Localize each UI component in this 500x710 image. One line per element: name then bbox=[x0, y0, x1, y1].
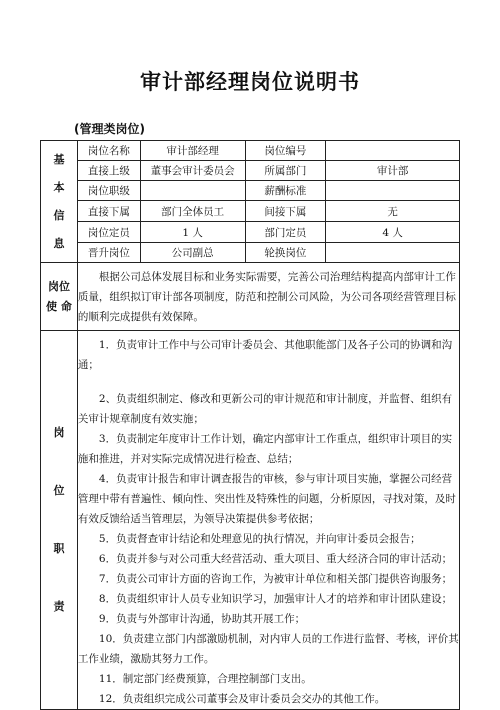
duty-item: 3．负责制定年度审计工作计划，确定内部审计工作重点，组织审计项目的实施和推进，并对实际完成情况进行检查、总结； bbox=[77, 433, 453, 465]
field-label: 直接下属 bbox=[77, 201, 140, 222]
basic-info-row bbox=[41, 201, 460, 222]
position-category: (管理类岗位) bbox=[74, 122, 145, 136]
mission-row bbox=[41, 263, 460, 331]
field-value bbox=[326, 181, 460, 201]
duty-item: 8．负责组织审计人员专业知识学习，加强审计人才的培养和审计团队建设； bbox=[98, 593, 453, 605]
field-label: 岗位名称 bbox=[77, 141, 140, 161]
field-label: 间接下属 bbox=[245, 201, 326, 222]
document-title: 审计部经理岗位说明书 bbox=[140, 70, 360, 94]
field-label: 所属部门 bbox=[245, 161, 326, 181]
basic-info-section-label: 基 本 信 息 bbox=[41, 141, 78, 263]
field-label: 岗位编号 bbox=[245, 141, 326, 161]
duty-item: 6．负责并参与对公司重大经营活动、重大项目、重大经济合同的审计活动； bbox=[98, 553, 453, 565]
field-value: 审计部经理 bbox=[140, 141, 245, 161]
field-label: 晋升岗位 bbox=[77, 243, 140, 263]
field-value bbox=[326, 141, 460, 161]
duty-item: 7．负责公司审计方面的咨询工作，为被审计单位和相关部门提供咨询服务； bbox=[98, 573, 453, 585]
field-label: 薪酬标准 bbox=[245, 181, 326, 201]
duty-item: 11．制定部门经费预算，合理控制部门支出。 bbox=[98, 673, 312, 685]
field-label: 直接上级 bbox=[77, 161, 140, 181]
duties-section-label: 岗 位 职 责 bbox=[41, 331, 78, 710]
job-description-table bbox=[40, 140, 460, 710]
field-value: 4 人 bbox=[326, 222, 460, 243]
field-value bbox=[326, 243, 460, 263]
basic-info-row bbox=[41, 141, 460, 161]
duty-item: 2、负责组织制定、修改和更新公司的审计规范和审计制度，并监督、组织有关审计规章制度有效实施； bbox=[77, 393, 453, 425]
duties-list bbox=[77, 331, 459, 710]
field-value: 公司副总 bbox=[140, 243, 245, 263]
field-label: 轮换岗位 bbox=[245, 243, 326, 263]
duties-row bbox=[41, 331, 460, 710]
duty-item: 4．负责审计报告和审计调查报告的审核，参与审计项目实施，掌握公司经营管理中带有普遍性、倾向性、突出性及特殊性的问题，分析原因，寻找对策，及时有效反馈给适当管理层，为领导决策提供参考依据； bbox=[77, 473, 456, 525]
field-value: 无 bbox=[326, 201, 460, 222]
mission-text: 根据公司总体发展目标和业务实际需要，完善公司治理结构提高内部审计工作质量，组织拟订审计部各项制度，防范和控制公司风险，为公司各项经营管理目标的顺利完成提供有效保障。 bbox=[77, 263, 459, 331]
field-label: 岗位定员 bbox=[77, 222, 140, 243]
mission-section-label: 岗位 使 命 bbox=[41, 263, 78, 331]
duty-item: 9．负责与外部审计沟通，协助其开展工作； bbox=[98, 613, 306, 625]
basic-info-row bbox=[41, 222, 460, 243]
duty-item: 10．负责建立部门内部激励机制，对内审人员的工作进行监督、考核，评价其工作业绩，激励其努力工作。 bbox=[77, 633, 459, 665]
basic-info-row bbox=[41, 243, 460, 263]
duty-item: 12．负责组织完成公司董事会及审计委员会交办的其他工作。 bbox=[98, 693, 386, 705]
field-label: 部门定员 bbox=[245, 222, 326, 243]
field-value: 审计部 bbox=[326, 161, 460, 181]
field-value: 董事会审计委员会 bbox=[140, 161, 245, 181]
field-value bbox=[140, 181, 245, 201]
field-value: 1 人 bbox=[140, 222, 245, 243]
duty-item: 1．负责审计工作中与公司审计委员会、其他职能部门及各子公司的协调和沟通； bbox=[77, 339, 453, 371]
basic-info-row bbox=[41, 181, 460, 201]
field-label: 岗位职级 bbox=[77, 181, 140, 201]
basic-info-row bbox=[41, 161, 460, 181]
duty-item: 5．负责督查审计结论和处理意见的执行情况，并向审计委员会报告； bbox=[98, 533, 421, 545]
field-value: 部门全体员工 bbox=[140, 201, 245, 222]
